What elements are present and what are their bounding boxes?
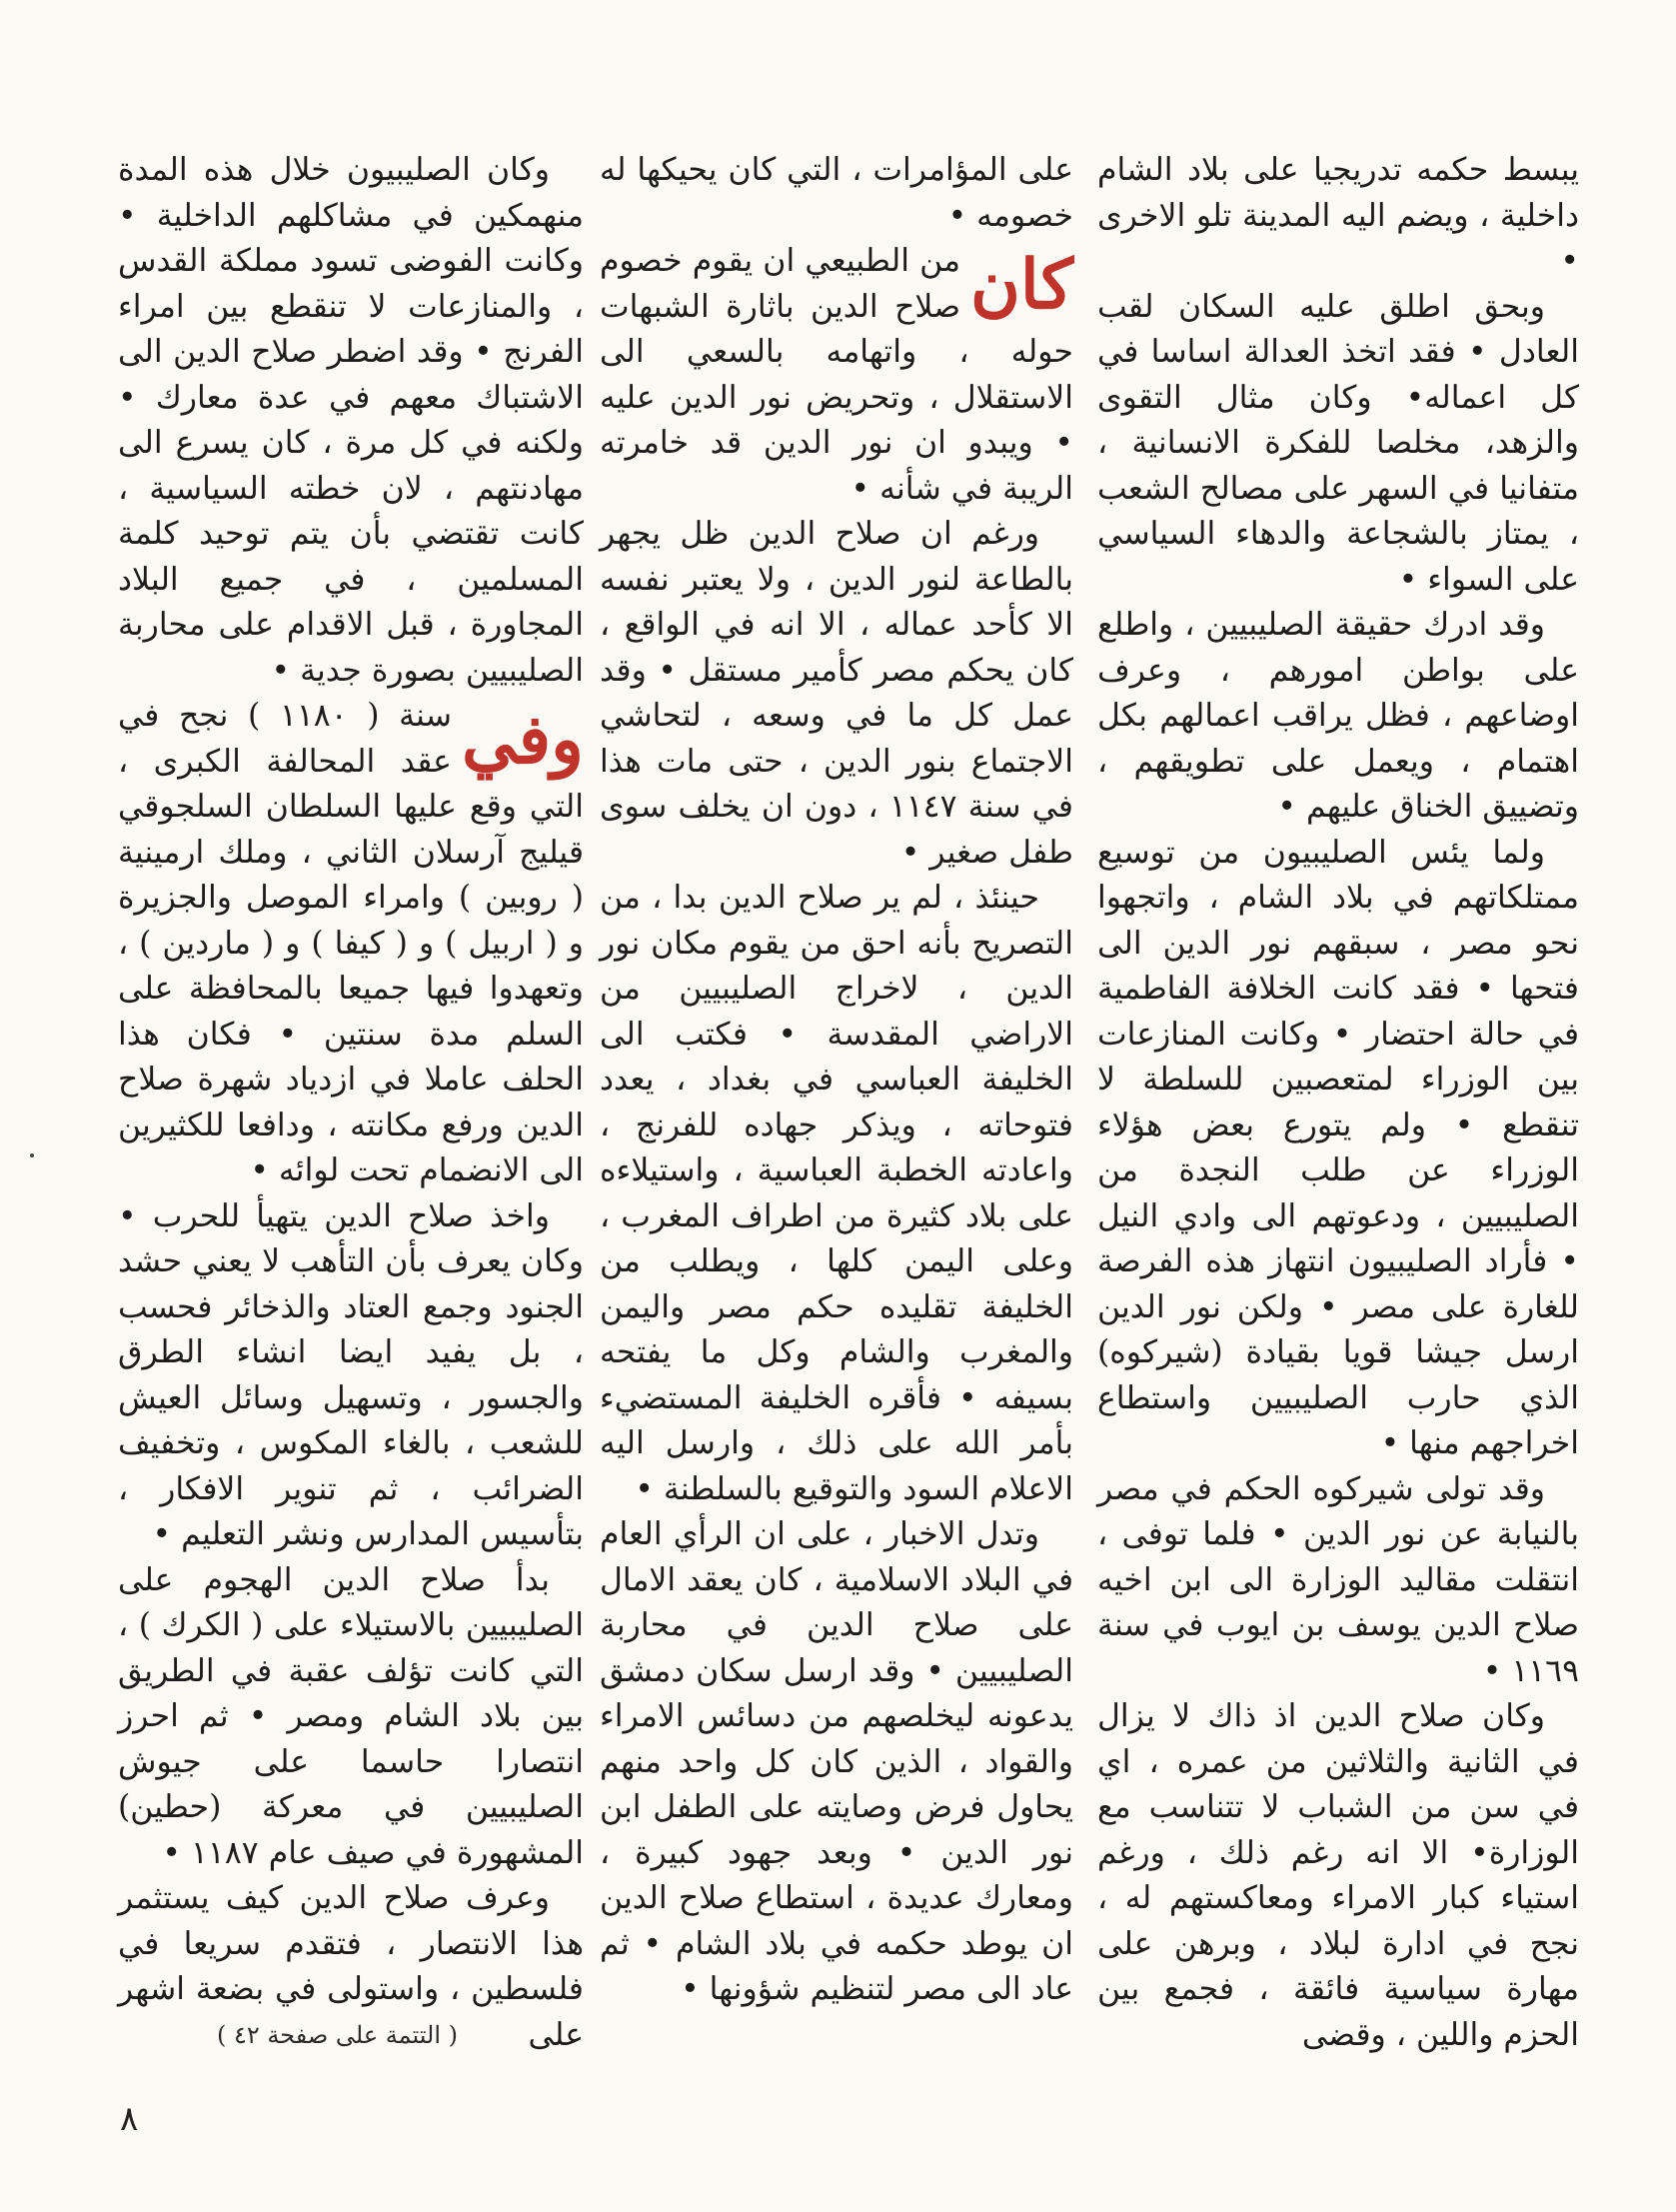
paragraph: ولما يئس الصليبيون من توسيع ممتلكاتهم في بلاد الشام ، واتجهوا نحو مصر ، سبقهم نور الدين الى فتحها • فقد كانت الخلافة الفاطمية في حالة احتضار • وكانت المنازعات بين الوزراء لمتعصبين للسلطة لا تنقطع • ولم يتورع بعض هؤلاء الوزراء عن طلب النجدة من الصليبيين ، ودعوتهم الى وادي النيل • فأراد الصليبيون انتهاز هذه الفرصة للغارة على مصر • ولكن نور الدين ارسل جيشا قويا بقيادة (شيركوه) الذي حارب الصليبيين واستطاع اخراجهم منها • xyxy=(1097,834,1579,1461)
paragraph: بدأ صلاح الدين الهجوم على الصليبيين بالاستيلاء على ( الكرك ) ، التي كانت تؤلف عقبة في الطريق بين بلاد الشام ومصر • ثم احرز انتصارا حاسما على جيوش الصليبيين في معركة (حطين) المشهورة في صيف عام ١١٨٧ • xyxy=(118,1561,584,1871)
paragraph-text: من الطبيعي ان يقوم خصوم صلاح الدين باثارة الشبهات حوله ، واتهامه بالسعي الى الاستقلال ، وتحريض نور الدين عليه • ويبدو ان نور الدين قد خامرته الريبة في شأنه • xyxy=(600,243,1073,507)
paragraph: وبحق اطلق عليه السكان لقب العادل • فقد اتخذ العدالة اساسا في كل اعماله• وكان مثال التقوى والزهد، مخلصا للفكرة الانسانية ، متفانيا في السهر على مصالح الشعب ، يمتاز بالشجاعة والدهاء السياسي على السواء • xyxy=(1097,288,1579,598)
paragraph: وقد تولى شيركوه الحكم في مصر بالنيابة عن نور الدين • فلما توفى ، انتقلت مقاليد الوزارة الى ابن اخيه صلاح الدين يوسف بن ايوب في سنة ١١٦٩ • xyxy=(1097,1470,1579,1689)
paragraph: على المؤامرات ، التي كان يحيكها له خصومه • xyxy=(600,152,1073,234)
paragraph: وكان صلاح الدين اذ ذاك لا يزال في الثانية والثلاثين من عمره ، اي في سن من الشباب لا تتناسب مع الوزارة• الا انه رغم ذلك ، ورغم استياء كبار الامراء ومعاكستهم له ، نجح في ادارة لبلاد ، وبرهن على مهارة سياسية فائقة ، فجمع بين الحزم واللين ، وقضى xyxy=(1097,1698,1579,2053)
paragraph-with-dropcap xyxy=(118,694,584,1194)
page-number: ٨ xyxy=(120,2099,139,2139)
paragraph: وقد ادرك حقيقة الصليبيين ، واطلع على بواطن امورهم ، وعرف اوضاعهم ، فظل يراقب اعمالهم بكل اهتمام ، ويعمل على تطويقهم ، وتضييق الخناق عليهم • xyxy=(1097,607,1579,825)
paragraph: واخذ صلاح الدين يتهيأ للحرب • وكان يعرف بأن التأهب لا يعني حشد الجنود وجمع العتاد والذخائر فحسب ، بل يفيد ايضا انشاء الطرق والجسور ، وتسهيل وسائل العيش للشعب ، بالغاء المكوس ، وتخفيف الضرائب ، ثم تنوير الافكار ، بتأسيس المدارس ونشر التعليم • xyxy=(118,1197,584,1552)
margin-mark xyxy=(30,1153,34,1157)
paragraph-text: سنة ( ١١٨٠ ) نجح في عقد المحالفة الكبرى ، التي وقع عليها السلطان السلجوقي قيليج آرسلان الثاني ، وملك ارمينية ( روبين ) وامراء الموصل والجزيرة و ( اربيل ) و ( كيفا ) و ( ماردين ) ، وتعهدوا فيها جميعا بالمحافظة على السلم مدة سنتين • فكان هذا الحلف عاملا في ازدياد شهرة صلاح الدين ورفع مكانته ، ودافعا للكثيرين الى الانضمام تحت لوائه • xyxy=(118,698,584,1188)
dropcap-word: كان xyxy=(969,245,1073,325)
paragraph: وعرف صلاح الدين كيف يستثمر هذا الانتصار ، فتقدم سريعا في فلسطين ، واستولى في بضعة اشهر على xyxy=(118,1880,584,2053)
paragraph: حينئذ ، لم ير صلاح الدين بدا ، من التصريح بأنه احق من يقوم مكان نور الدين ، لاخراج الصليبيين من الاراضي المقدسة • فكتب الى الخليفة العباسي في بغداد ، يعدد فتوحاته ، ويذكر جهاده للفرنج ، واعادته الخطبة العباسية ، واستيلاءه على بلاد كثيرة من اطراف المغرب ، وعلى اليمن كلها ، ويطلب من الخليفة تقليده حكم مصر واليمن والمغرب والشام وكل ما يفتحه بسيفه • فأقره الخليفة المستضيء بأمر الله على ذلك ، وارسل اليه الاعلام السود والتوقيع بالسلطنة • xyxy=(600,880,1073,1507)
continuation-note: ( التتمة على صفحة ٤٢ ) xyxy=(216,2021,458,2049)
article-column-middle xyxy=(600,148,1073,2027)
dropcap-word: وفي xyxy=(461,700,584,780)
paragraph: وتدل الاخبار ، على ان الرأي العام في البلاد الاسلامية ، كان يعقد الامال على صلاح الدين في محاربة الصليبيين • وقد ارسل سكان دمشق يدعونه ليخلصهم من دسائس الامراء والقواد ، الذين كان كل واحد منهم يحاول فرض وصايته على الطفل ابن نور الدين • وبعد جهود كبيرة ، ومعارك عديدة ، استطاع صلاح الدين ان يوطد حكمه في بلاد الشام • ثم عاد الى مصر لتنظيم شؤونها • xyxy=(600,1516,1073,2007)
paragraph: يبسط حكمه تدريجيا على بلاد الشام داخلية ، ويضم اليه المدينة تلو الاخرى • xyxy=(1097,152,1579,279)
paragraph: ورغم ان صلاح الدين ظل يجهر بالطاعة لنور الدين ، ولا يعتبر نفسه الا كأحد عماله ، الا انه في الواقع ، كان يحكم مصر كأمير مستقل • وقد عمل كل ما في وسعه ، لتحاشي الاجتماع بنور الدين ، حتى مات هذا في سنة ١١٤٧ ، دون ان يخلف سوى طفل صغير • xyxy=(600,516,1073,871)
article-column-right xyxy=(1097,148,1579,2053)
paragraph-with-dropcap xyxy=(600,239,1073,512)
paragraph: وكان الصليبيون خلال هذه المدة منهمكين في مشاكلهم الداخلية • وكانت الفوضى تسود مملكة القدس ، والمنازعات لا تنقطع بين امراء الفرنج • وقد اضطر صلاح الدين الى الاشتباك معهم في عدة معارك • ولكنه في كل مرة ، كان يسرع الى مهادنتهم ، لان خطته السياسية ، كانت تقتضي بأن يتم توحيد كلمة المسلمين ، في جميع البلاد المجاورة ، قبل الاقدام على محاربة الصليبيين بصورة جدية • xyxy=(118,152,584,689)
